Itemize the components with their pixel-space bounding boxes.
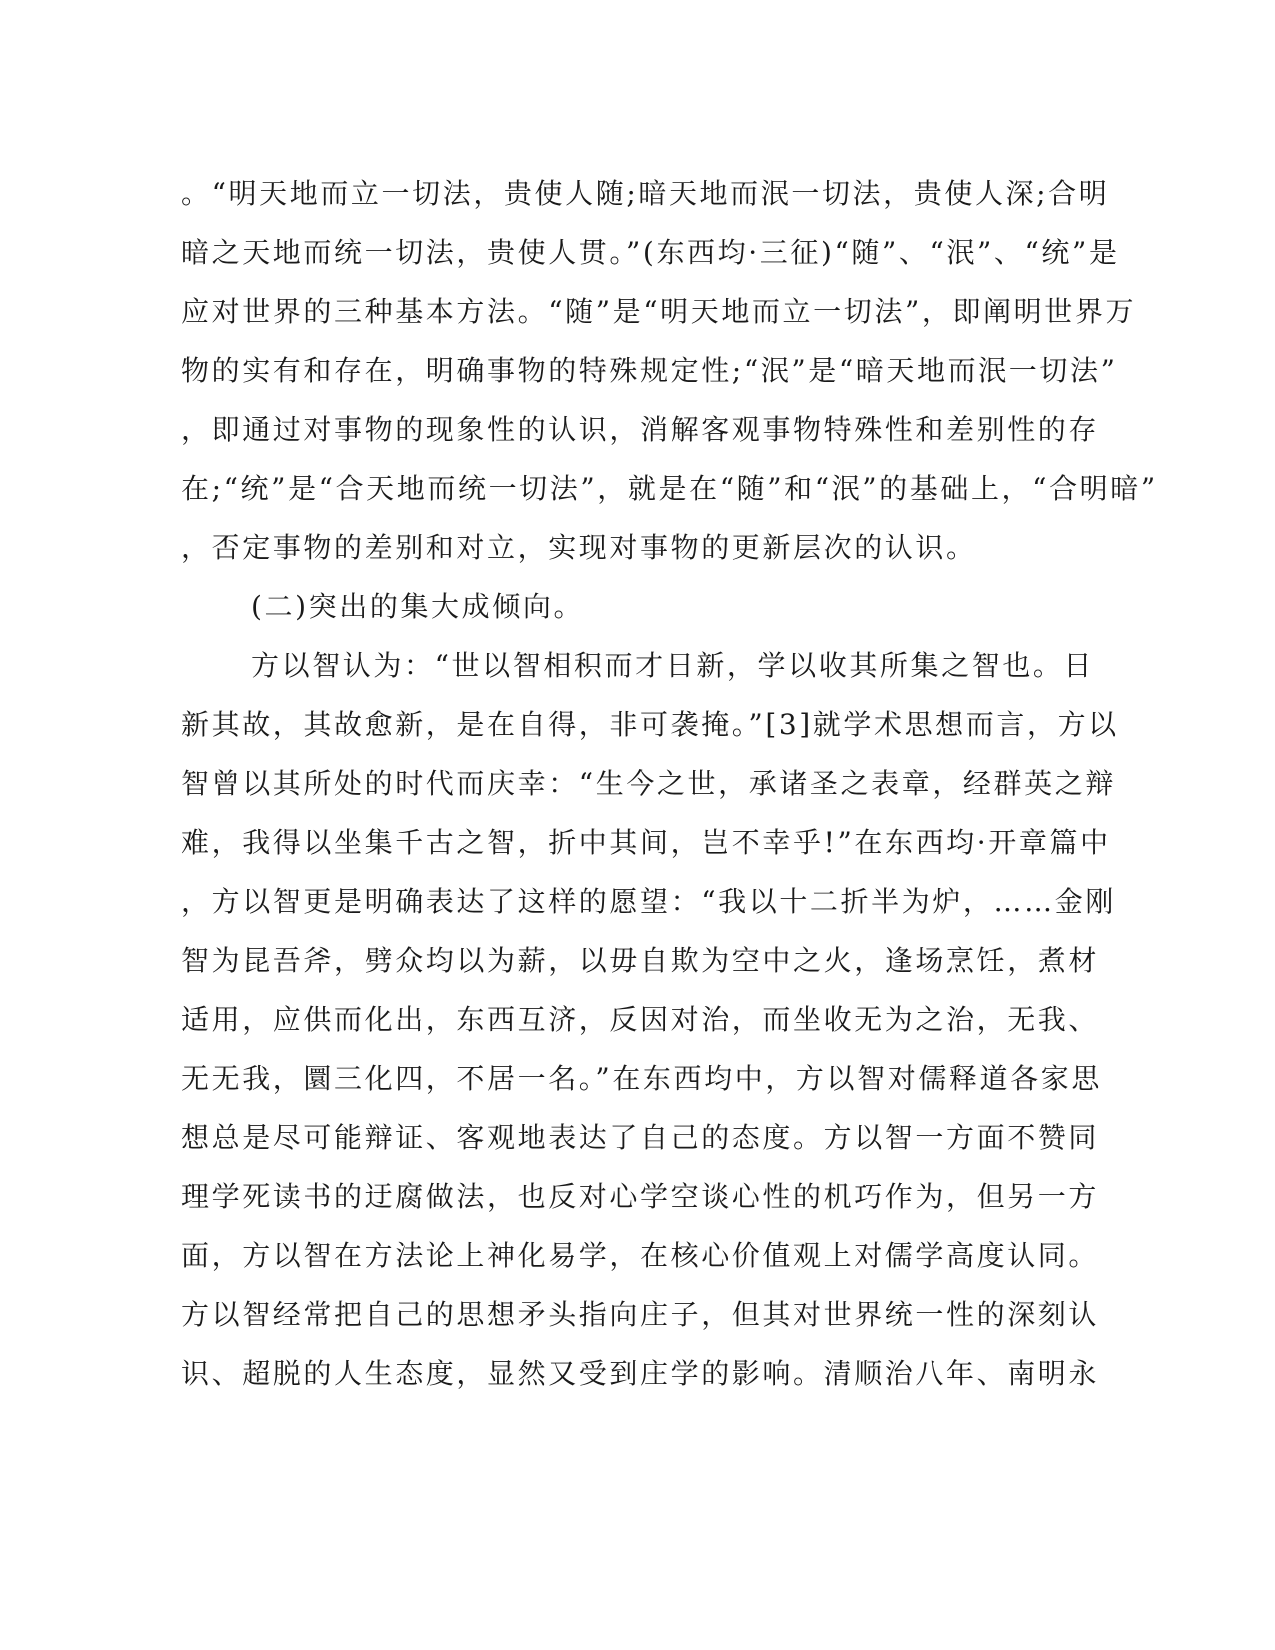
text-line: 暗之天地而统一切法，贵使人贯。”(东西均·三征)“随”、“泯”、“统”是 xyxy=(181,236,1120,269)
text-line: 面，方以智在方法论上神化易学，在核心价值观上对儒学高度认同。 xyxy=(181,1239,1100,1272)
section-heading: (二)突出的集大成倾向。 xyxy=(251,590,585,623)
text-line: 智为昆吾斧，劈众均以为薪，以毋自欺为空中之火，逢场烹饪，煮材 xyxy=(181,944,1100,977)
text-line: 智曾以其所处的时代而庆幸：“生今之世，承诸圣之表章，经群英之辩 xyxy=(181,767,1116,800)
text-line: 新其故，其故愈新，是在自得，非可袭掩。”[3]就学术思想而言，方以 xyxy=(181,708,1119,741)
text-line: 识、超脱的人生态度，显然又受到庄学的影响。清顺治八年、南明永 xyxy=(181,1357,1100,1390)
text-line: ，否定事物的差别和对立，实现对事物的更新层次的认识。 xyxy=(181,531,977,564)
text-line: 物的实有和存在，明确事物的特殊规定性;“泯”是“暗天地而泯一切法” xyxy=(181,354,1118,387)
text-line: 。“明天地而立一切法，贵使人随;暗天地而泯一切法，贵使人深;合明 xyxy=(181,177,1110,210)
text-line: 方以智认为：“世以智相积而才日新，学以收其所集之智也。日 xyxy=(251,649,1095,682)
text-line: 想总是尽可能辩证、客观地表达了自己的态度。方以智一方面不赞同 xyxy=(181,1121,1100,1154)
text-line: 适用，应供而化出，东西互济，反因对治，而坐收无为之治，无我、 xyxy=(181,1003,1100,1036)
text-line: ，方以智更是明确表达了这样的愿望：“我以十二折半为炉，……金刚 xyxy=(181,885,1116,918)
text-line: 在;“统”是“合天地而统一切法”，就是在“随”和“泯”的基础上，“合明暗” xyxy=(181,472,1158,505)
text-line: 理学死读书的迂腐做法，也反对心学空谈心性的机巧作为，但另一方 xyxy=(181,1180,1100,1213)
text-line: ，即通过对事物的现象性的认识，消解客观事物特殊性和差别性的存 xyxy=(181,413,1100,446)
body-text xyxy=(181,164,1158,1403)
text-line: 无无我，圜三化四，不居一名。”在东西均中，方以智对儒释道各家思 xyxy=(181,1062,1102,1095)
text-line: 应对世界的三种基本方法。“随”是“明天地而立一切法”，即阐明世界万 xyxy=(181,295,1137,328)
text-line: 方以智经常把自己的思想矛头指向庄子，但其对世界统一性的深刻认 xyxy=(181,1298,1100,1331)
text-line: 难，我得以坐集千古之智，折中其间，岂不幸乎!”在东西均·开章篇中 xyxy=(181,826,1111,859)
